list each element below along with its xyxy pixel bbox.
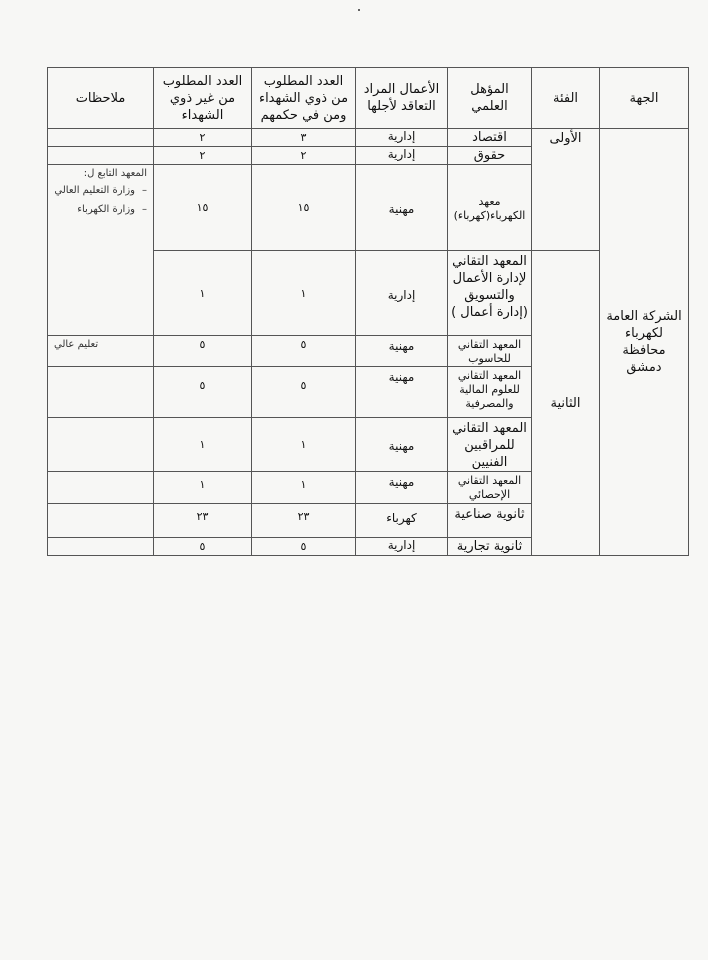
martyrs-count-cell: ٥ — [252, 538, 356, 556]
martyrs-count-cell: ٢ — [252, 147, 356, 165]
work-cell: مهنية — [356, 165, 448, 251]
work-cell: إدارية — [356, 538, 448, 556]
martyrs-count-cell: ١٥ — [252, 165, 356, 251]
notes-cell — [48, 504, 154, 538]
table-row — [48, 129, 689, 147]
qualification-cell: المعهد التقاني للعلوم المالية والمصرفية — [448, 367, 532, 418]
header-entity: الجهة — [600, 68, 689, 129]
non-martyrs-count-cell: ٥ — [154, 336, 252, 367]
qualification-cell: المعهد التقاني لإدارة الأعمال والتسويق (إدارة أعمال ) — [448, 251, 532, 336]
qualification-cell: اقتصاد — [448, 129, 532, 147]
header-non-martyrs-count: العدد المطلوب من غير ذوي الشهداء — [154, 68, 252, 129]
non-martyrs-count-cell: ٢٣ — [154, 504, 252, 538]
header-work: الأعمال المراد التعاقد لأجلها — [356, 68, 448, 129]
qualification-cell: المعهد التقاني للحاسوب — [448, 336, 532, 367]
header-qualification: المؤهل العلمي — [448, 68, 532, 129]
work-cell: إدارية — [356, 129, 448, 147]
non-martyrs-count-cell: ١ — [154, 418, 252, 472]
notes-cell — [48, 472, 154, 504]
qualification-cell: ثانوية صناعية — [448, 504, 532, 538]
martyrs-count-cell: ٥ — [252, 367, 356, 418]
notes-cell — [48, 147, 154, 165]
header-row — [48, 68, 689, 129]
qualification-cell: المعهد التقاني للمراقبين الفنيين — [448, 418, 532, 472]
notes-cell — [48, 418, 154, 472]
category-second: الثانية — [532, 251, 600, 556]
work-cell: مهنية — [356, 418, 448, 472]
note-institute-list — [54, 184, 147, 216]
scan-speck — [358, 9, 360, 11]
header-notes: ملاحظات — [48, 68, 154, 129]
header-category: الفئة — [532, 68, 600, 129]
martyrs-count-cell: ١ — [252, 251, 356, 336]
work-cell: إدارية — [356, 251, 448, 336]
non-martyrs-count-cell: ١ — [154, 472, 252, 504]
non-martyrs-count-cell: ١ — [154, 251, 252, 336]
qualification-cell: المعهد التقاني الإحصائي — [448, 472, 532, 504]
recruitment-table — [47, 67, 689, 556]
note-institute-item: – وزارة التعليم العالي — [48, 184, 136, 197]
non-martyrs-count-cell: ٢ — [154, 147, 252, 165]
notes-cell-institute — [48, 165, 154, 336]
martyrs-count-cell: ٢٣ — [252, 504, 356, 538]
work-cell: مهنية — [356, 472, 448, 504]
notes-cell — [48, 367, 154, 418]
martyrs-count-cell: ٥ — [252, 336, 356, 367]
martyrs-count-cell: ١ — [252, 472, 356, 504]
category-first: الأولى — [532, 129, 600, 251]
non-martyrs-count-cell: ٥ — [154, 538, 252, 556]
notes-cell — [48, 129, 154, 147]
martyrs-count-cell: ١ — [252, 418, 356, 472]
qualification-cell: حقوق — [448, 147, 532, 165]
non-martyrs-count-cell: ٥ — [154, 367, 252, 418]
non-martyrs-count-cell: ٢ — [154, 129, 252, 147]
qualification-cell: معهد الكهرباء(كهرباء) — [448, 165, 532, 251]
qualification-cell: ثانوية تجارية — [448, 538, 532, 556]
martyrs-count-cell: ٣ — [252, 129, 356, 147]
work-cell: إدارية — [356, 147, 448, 165]
notes-cell: تعليم عالي — [48, 336, 154, 367]
header-martyrs-count: العدد المطلوب من ذوي الشهداء ومن في حكمهم — [252, 68, 356, 129]
work-cell: مهنية — [356, 367, 448, 418]
entity-cell: الشركة العامة لكهرباء محافظة دمشق — [600, 129, 689, 556]
work-cell: مهنية — [356, 336, 448, 367]
note-institute-item: – وزارة الكهرباء — [48, 203, 136, 216]
notes-cell — [48, 538, 154, 556]
note-institute-intro: المعهد التابع ل: — [83, 168, 147, 179]
work-cell: كهرباء — [356, 504, 448, 538]
non-martyrs-count-cell: ١٥ — [154, 165, 252, 251]
